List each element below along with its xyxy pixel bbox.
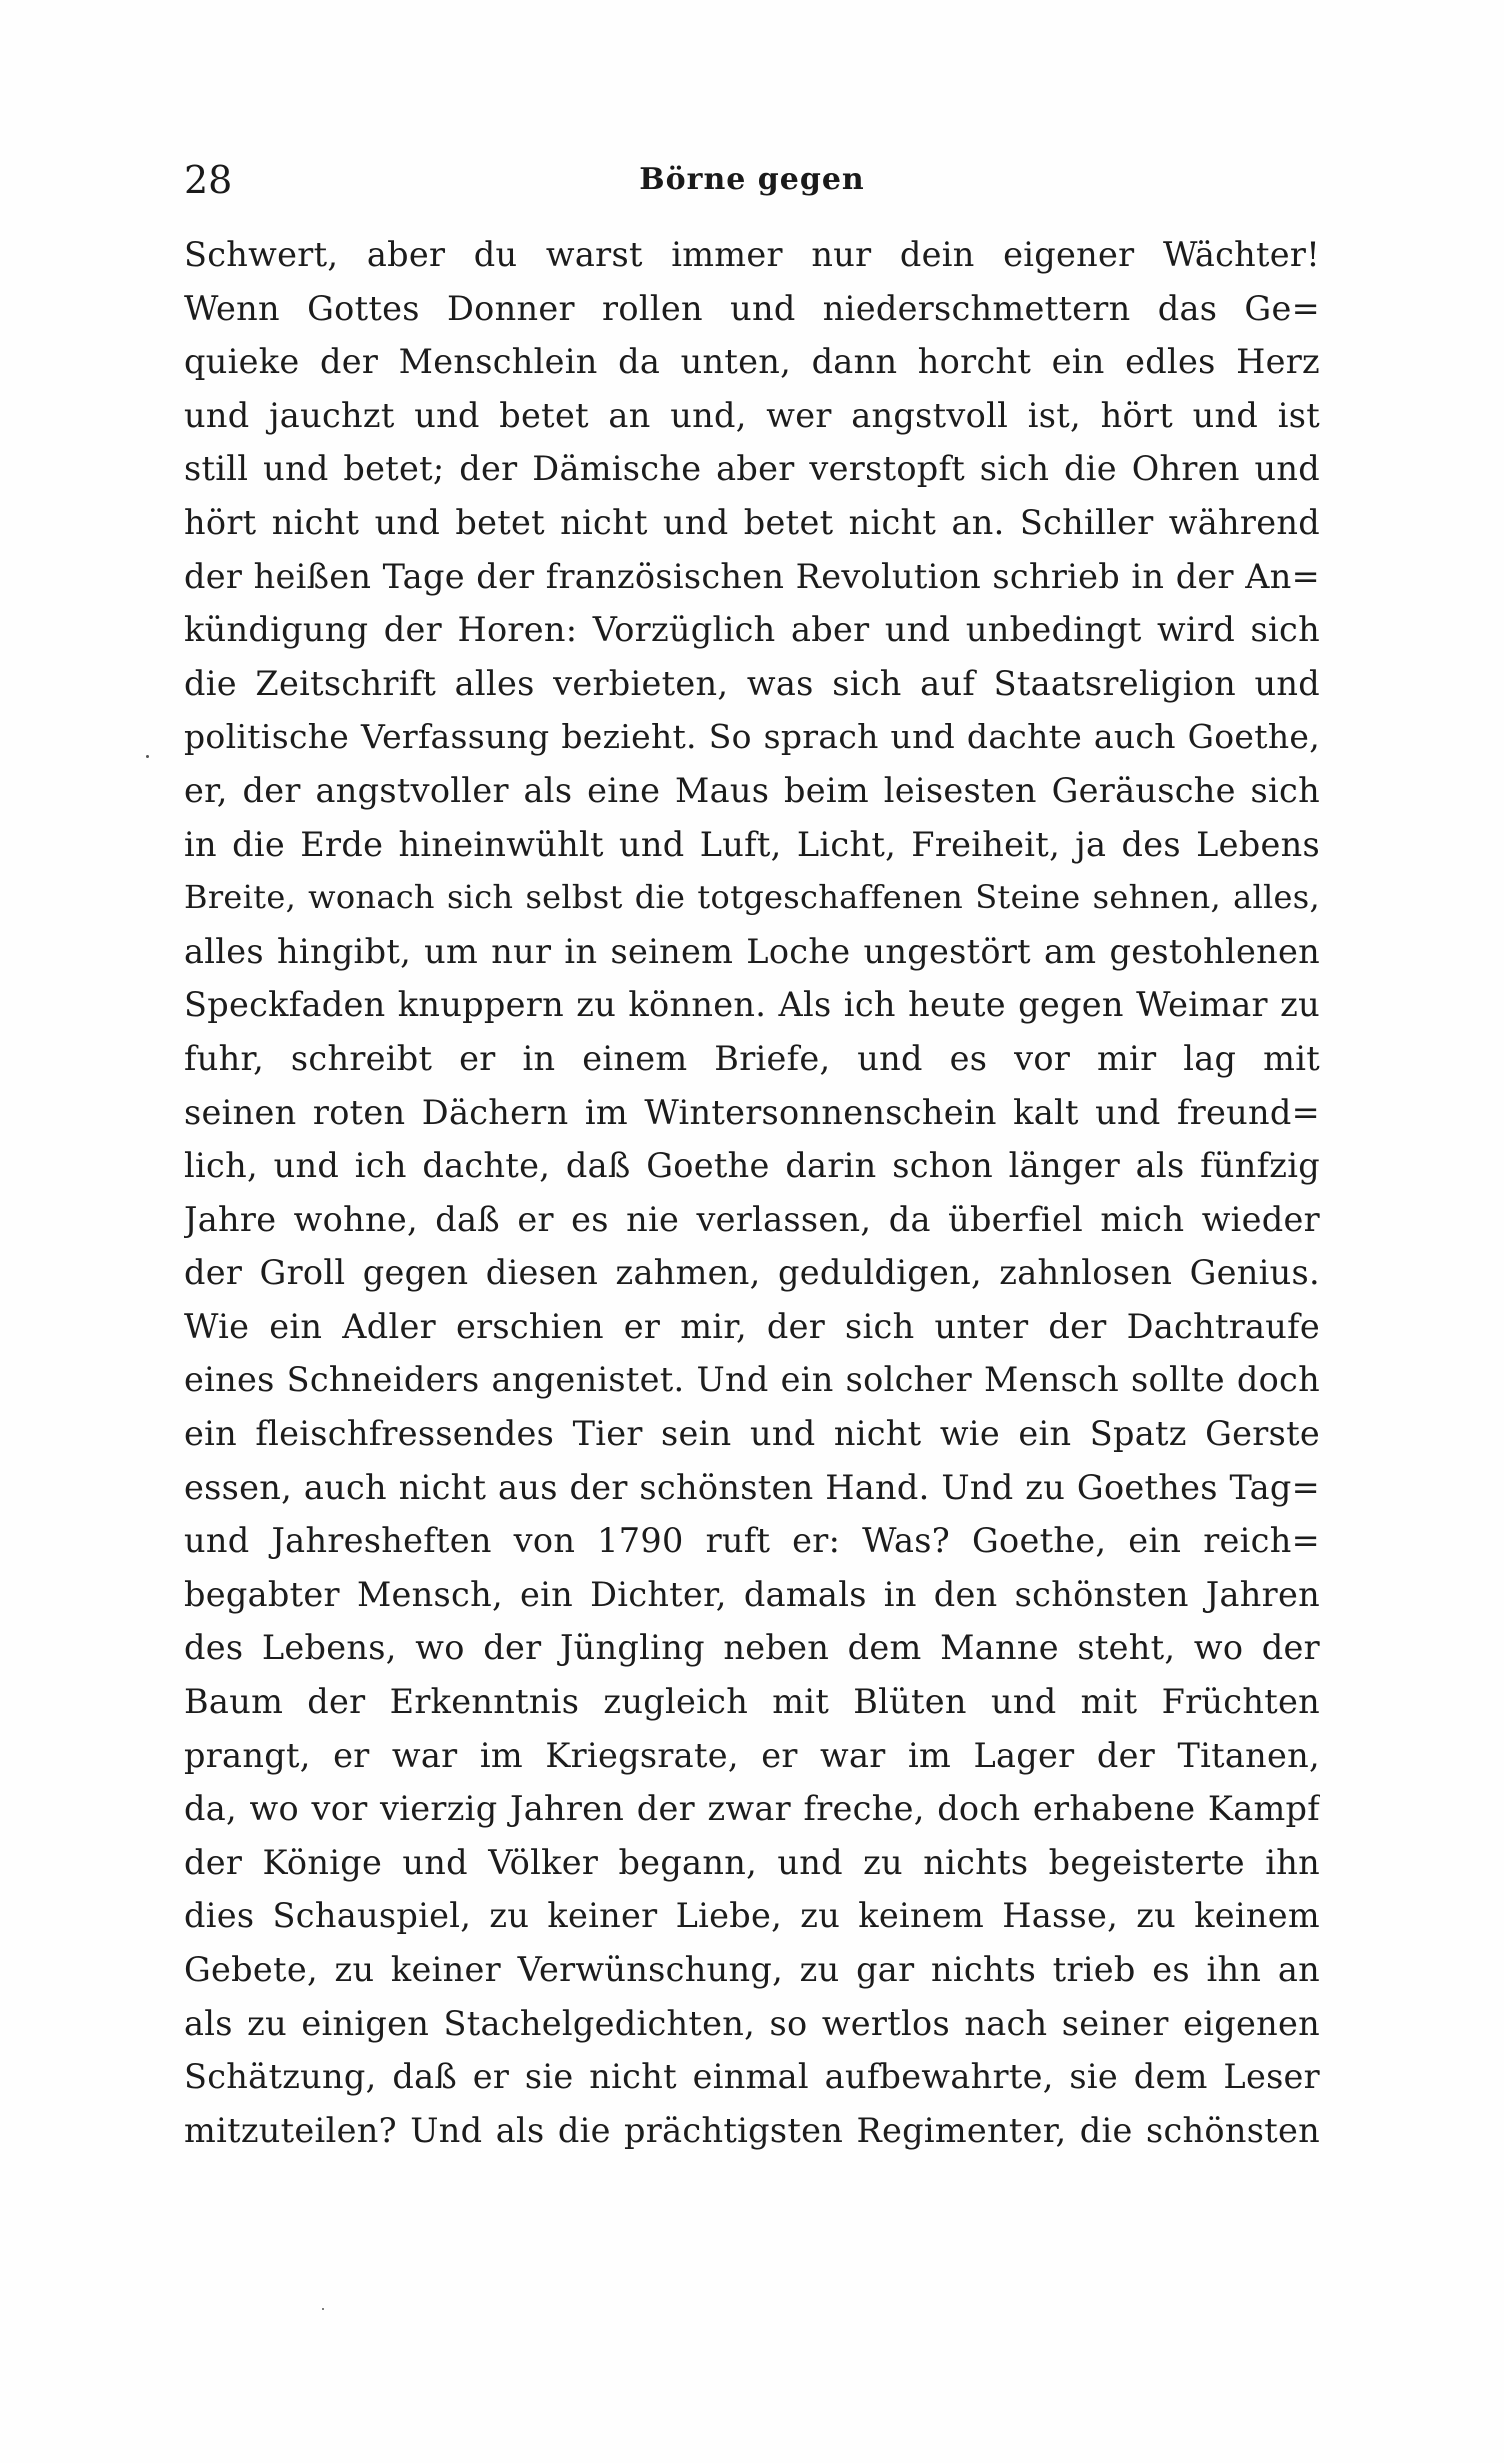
text-line: begabter Mensch, ein Dichter, damals in den schönsten Jahren xyxy=(184,1574,1320,1614)
text-line: und Jahresheften von 1790 ruft er: Was? Goethe, ein reich= xyxy=(184,1521,1320,1561)
text-line: da, wo vor vierzig Jahren der zwar freche, doch erhabene Kampf xyxy=(184,1789,1320,1829)
text-line: Breite, wonach sich selbst die totgeschaffenen Steine sehnen, alles, xyxy=(184,878,1320,917)
paper-speck xyxy=(146,755,149,758)
text-line: als zu einigen Stachelgedichten, so wertlos nach seiner eigenen xyxy=(184,2003,1320,2043)
text-line: dies Schauspiel, zu keiner Liebe, zu keinem Hasse, zu keinem xyxy=(184,1896,1320,1936)
text-line: Speckfaden knuppern zu können. Als ich heute gegen Weimar zu xyxy=(184,985,1320,1025)
text-line: der Könige und Völker begann, und zu nichts begeisterte ihn xyxy=(184,1842,1320,1882)
text-line: Schwert, aber du warst immer nur dein eigener Wächter! xyxy=(184,235,1320,274)
text-line: ein fleischfressendes Tier sein und nicht wie ein Spatz Gerste xyxy=(184,1414,1320,1454)
text-line: Schätzung, daß er sie nicht einmal aufbewahrte, sie dem Leser xyxy=(184,2057,1320,2097)
text-line: Gebete, zu keiner Verwünschung, zu gar nichts trieb es ihn an xyxy=(184,1950,1320,1989)
page-number: 28 xyxy=(184,158,233,202)
text-line: essen, auch nicht aus der schönsten Hand. Und zu Goethes Tag= xyxy=(184,1467,1320,1507)
running-head: Börne gegen xyxy=(639,162,865,197)
text-line: fuhr, schreibt er in einem Briefe, und es vor mir lag mit xyxy=(184,1038,1320,1078)
text-line: quieke der Menschlein da unten, dann horcht ein edles Herz xyxy=(184,342,1320,382)
text-line: kündigung der Horen: Vorzüglich aber und unbedingt wird sich xyxy=(184,610,1320,650)
text-line: lich, und ich dachte, daß Goethe darin schon länger als fünfzig xyxy=(184,1146,1320,1186)
paper-speck xyxy=(322,2308,324,2310)
text-line: seinen roten Dächern im Wintersonnenschein kalt und freund= xyxy=(184,1092,1320,1132)
text-line: Wenn Gottes Donner rollen und niederschmettern das Ge= xyxy=(184,288,1320,328)
text-line: politische Verfassung bezieht. So sprach und dachte auch Goethe, xyxy=(184,717,1320,757)
text-line: die Zeitschrift alles verbieten, was sich auf Staatsreligion und xyxy=(184,663,1320,703)
text-line: eines Schneiders angenistet. Und ein solcher Mensch sollte doch xyxy=(184,1360,1320,1400)
text-line: Wie ein Adler erschien er mir, der sich unter der Dachtraufe xyxy=(184,1306,1320,1346)
text-line: und jauchzt und betet an und, wer angstvoll ist, hört und ist xyxy=(184,395,1320,435)
body-text xyxy=(184,228,1320,2157)
text-line: der heißen Tage der französischen Revolution schrieb in der An= xyxy=(184,556,1320,596)
page-header xyxy=(184,150,1320,210)
text-line: hört nicht und betet nicht und betet nicht an. Schiller während xyxy=(184,502,1320,542)
text-line: der Groll gegen diesen zahmen, geduldigen, zahnlosen Genius. xyxy=(184,1253,1320,1293)
text-line: prangt, er war im Kriegsrate, er war im Lager der Titanen, xyxy=(184,1735,1320,1775)
text-line: still und betet; der Dämische aber verstopft sich die Ohren und xyxy=(184,449,1320,489)
text-line: er, der angstvoller als eine Maus beim leisesten Geräusche sich xyxy=(184,770,1320,810)
text-line: Jahre wohne, daß er es nie verlassen, da überfiel mich wieder xyxy=(184,1199,1320,1239)
text-line: alles hingibt, um nur in seinem Loche ungestört am gestohlenen xyxy=(184,931,1320,971)
text-line: Baum der Erkenntnis zugleich mit Blüten und mit Früchten xyxy=(184,1682,1320,1722)
text-line: in die Erde hineinwühlt und Luft, Licht, Freiheit, ja des Lebens xyxy=(184,824,1320,864)
text-line: mitzuteilen? Und als die prächtigsten Regimenter, die schönsten xyxy=(184,2110,1320,2150)
text-line: des Lebens, wo der Jüngling neben dem Manne steht, wo der xyxy=(184,1628,1320,1668)
